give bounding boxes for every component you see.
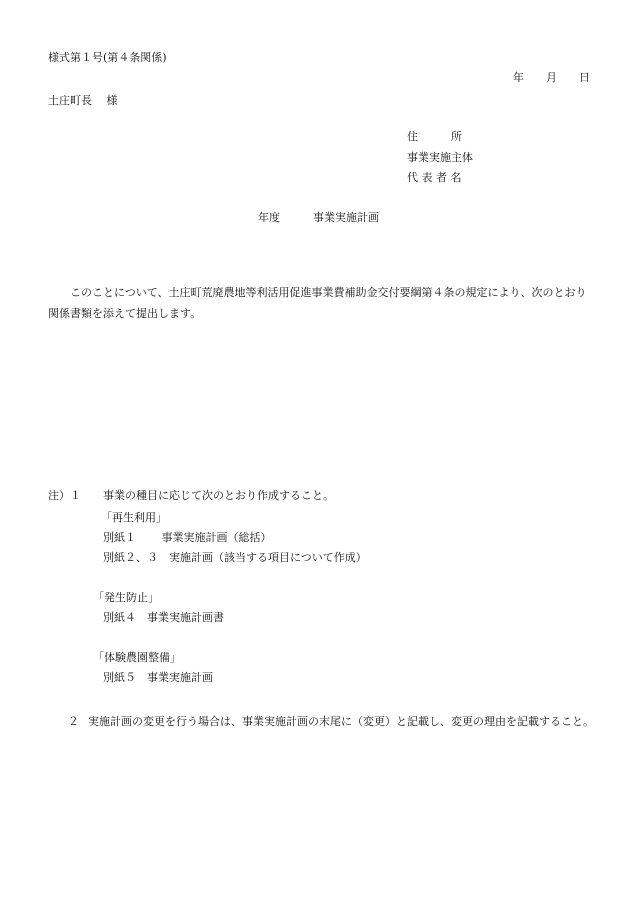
note-saisei-item-2: 別紙２、３ 実施計画（該当する項目について作成）	[103, 551, 367, 564]
note-hassei-title: 「発生防止」	[93, 591, 159, 604]
note-taiken-item-1: 別紙５ 事業実施計画	[103, 671, 213, 684]
note-2-number: ２	[68, 715, 79, 728]
note-2-text: 実施計画の変更を行う場合は、事業実施計画の末尾に（変更）と記載し、変更の理由を記載すること。	[88, 715, 594, 728]
note-2	[68, 711, 598, 732]
note-1-heading: 注）１ 事業の種目に応じて次のとおり作成すること。	[48, 489, 334, 502]
representative-name-label: 代 表 者 名	[407, 171, 462, 184]
date-line: 年 月 日	[513, 71, 590, 84]
note-saisei-title: 「再生利用」	[101, 511, 167, 524]
form-number: 様式第１号(第４条関係)	[48, 51, 167, 64]
addressee: 土庄町長 様	[48, 94, 118, 107]
note-taiken-title: 「体験農園整備」	[93, 651, 181, 664]
note-saisei-item-1: 別紙１ 事業実施計画（総括）	[103, 531, 272, 544]
implementing-entity-label: 事業実施主体	[407, 151, 473, 164]
address-label: 住 所	[407, 130, 462, 143]
body-paragraph: このことについて、土庄町荒廃農地等利活用促進事業費補助金交付要綱第４条の規定により、次のとおり関係書類を添えて提出します。	[48, 286, 587, 320]
document-title: 年度 事業実施計画	[258, 211, 379, 224]
note-hassei-item-1: 別紙４ 事業実施計画書	[103, 611, 224, 624]
